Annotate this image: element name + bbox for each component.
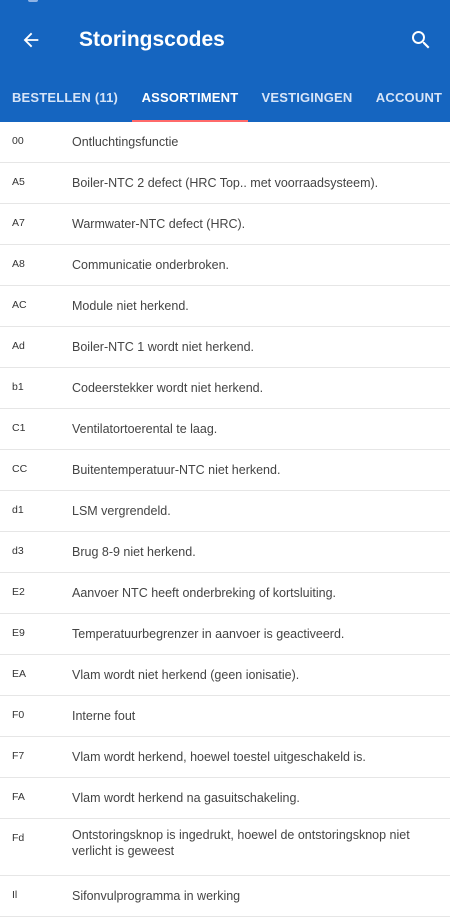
error-code: A8 xyxy=(12,258,25,270)
error-code: d1 xyxy=(12,504,24,516)
error-description: Temperatuurbegrenzer in aanvoer is geactiveerd. xyxy=(72,627,345,641)
error-description: LSM vergrendeld. xyxy=(72,504,171,518)
error-code: b1 xyxy=(12,381,24,393)
list-item[interactable] xyxy=(0,368,450,409)
tab-label: BESTELLEN (11) xyxy=(11,89,119,105)
error-description: Codeerstekker wordt niet herkend. xyxy=(72,381,264,395)
error-description: Buitentemperatuur-NTC niet herkend. xyxy=(72,463,281,477)
list-item[interactable] xyxy=(0,532,450,573)
tab-bar xyxy=(0,72,450,122)
error-code-list xyxy=(0,122,450,917)
error-code: 00 xyxy=(12,135,24,147)
error-description: Vlam wordt niet herkend (geen ionisatie). xyxy=(72,668,300,682)
list-item[interactable] xyxy=(0,491,450,532)
list-item[interactable] xyxy=(0,409,450,450)
error-description: Communicatie onderbroken. xyxy=(72,258,230,272)
error-description: Module niet herkend. xyxy=(72,299,189,313)
tab-vestigingen[interactable] xyxy=(256,72,358,122)
tab-label: ACCOUNT xyxy=(375,89,443,105)
list-item[interactable] xyxy=(0,696,450,737)
error-code: EA xyxy=(12,668,27,680)
tab-bestellen[interactable] xyxy=(4,72,126,122)
error-code: F0 xyxy=(12,709,25,721)
error-description: Interne fout xyxy=(72,709,136,723)
error-code: E2 xyxy=(12,586,25,598)
list-item[interactable] xyxy=(0,327,450,368)
tab-label: ASSORTIMENT xyxy=(141,89,239,105)
error-code: d3 xyxy=(12,545,24,557)
error-code: E9 xyxy=(12,627,25,639)
tab-account[interactable] xyxy=(368,72,450,122)
error-description: Sifonvulprogramma in werking xyxy=(72,889,241,903)
tab-label: VESTIGINGEN xyxy=(261,89,353,105)
error-code: FA xyxy=(12,791,25,803)
error-description: Ventilatortoerental te laag. xyxy=(72,422,218,436)
error-code: AC xyxy=(12,299,27,311)
back-button[interactable] xyxy=(14,24,48,56)
list-item[interactable] xyxy=(0,450,450,491)
search-button[interactable] xyxy=(404,24,438,56)
list-item[interactable] xyxy=(0,163,450,204)
list-item[interactable] xyxy=(0,778,450,819)
status-notification-icon xyxy=(28,0,38,2)
app-bar xyxy=(0,0,450,122)
list-item[interactable] xyxy=(0,286,450,327)
list-item[interactable] xyxy=(0,876,450,917)
error-description: Vlam wordt herkend, hoewel toestel uitgeschakeld is. xyxy=(72,750,366,764)
list-item[interactable] xyxy=(0,655,450,696)
error-description: Ontluchtingsfunctie xyxy=(72,135,179,149)
error-description: Brug 8-9 niet herkend. xyxy=(72,545,196,559)
list-item[interactable] xyxy=(0,737,450,778)
error-code: C1 xyxy=(12,422,26,434)
error-code: CC xyxy=(12,463,28,475)
error-code: A7 xyxy=(12,217,25,229)
error-description: Ontstoringsknop is ingedrukt, hoewel de ontstoringsknop niet verlicht is geweest xyxy=(72,828,410,858)
page-title: Storingscodes xyxy=(79,28,225,51)
error-code: Ad xyxy=(12,340,25,352)
list-item[interactable] xyxy=(0,614,450,655)
error-description: Boiler-NTC 1 wordt niet herkend. xyxy=(72,340,255,354)
error-code: F7 xyxy=(12,750,25,762)
tab-assortiment[interactable] xyxy=(132,72,248,122)
error-description: Vlam wordt herkend na gasuitschakeling. xyxy=(72,791,300,805)
list-item[interactable] xyxy=(0,204,450,245)
error-description: Boiler-NTC 2 defect (HRC Top.. met voorraadsysteem). xyxy=(72,176,379,190)
search-icon xyxy=(409,28,433,52)
error-code: Fd xyxy=(12,832,25,844)
error-code: Il xyxy=(12,889,18,901)
arrow-left-icon xyxy=(20,29,42,51)
list-item[interactable] xyxy=(0,573,450,614)
list-item[interactable] xyxy=(0,819,450,876)
error-code: A5 xyxy=(12,176,25,188)
list-item[interactable] xyxy=(0,245,450,286)
status-bar xyxy=(0,0,450,6)
error-description: Warmwater-NTC defect (HRC). xyxy=(72,217,246,231)
error-description: Aanvoer NTC heeft onderbreking of kortsluiting. xyxy=(72,586,337,600)
list-item[interactable] xyxy=(0,122,450,163)
